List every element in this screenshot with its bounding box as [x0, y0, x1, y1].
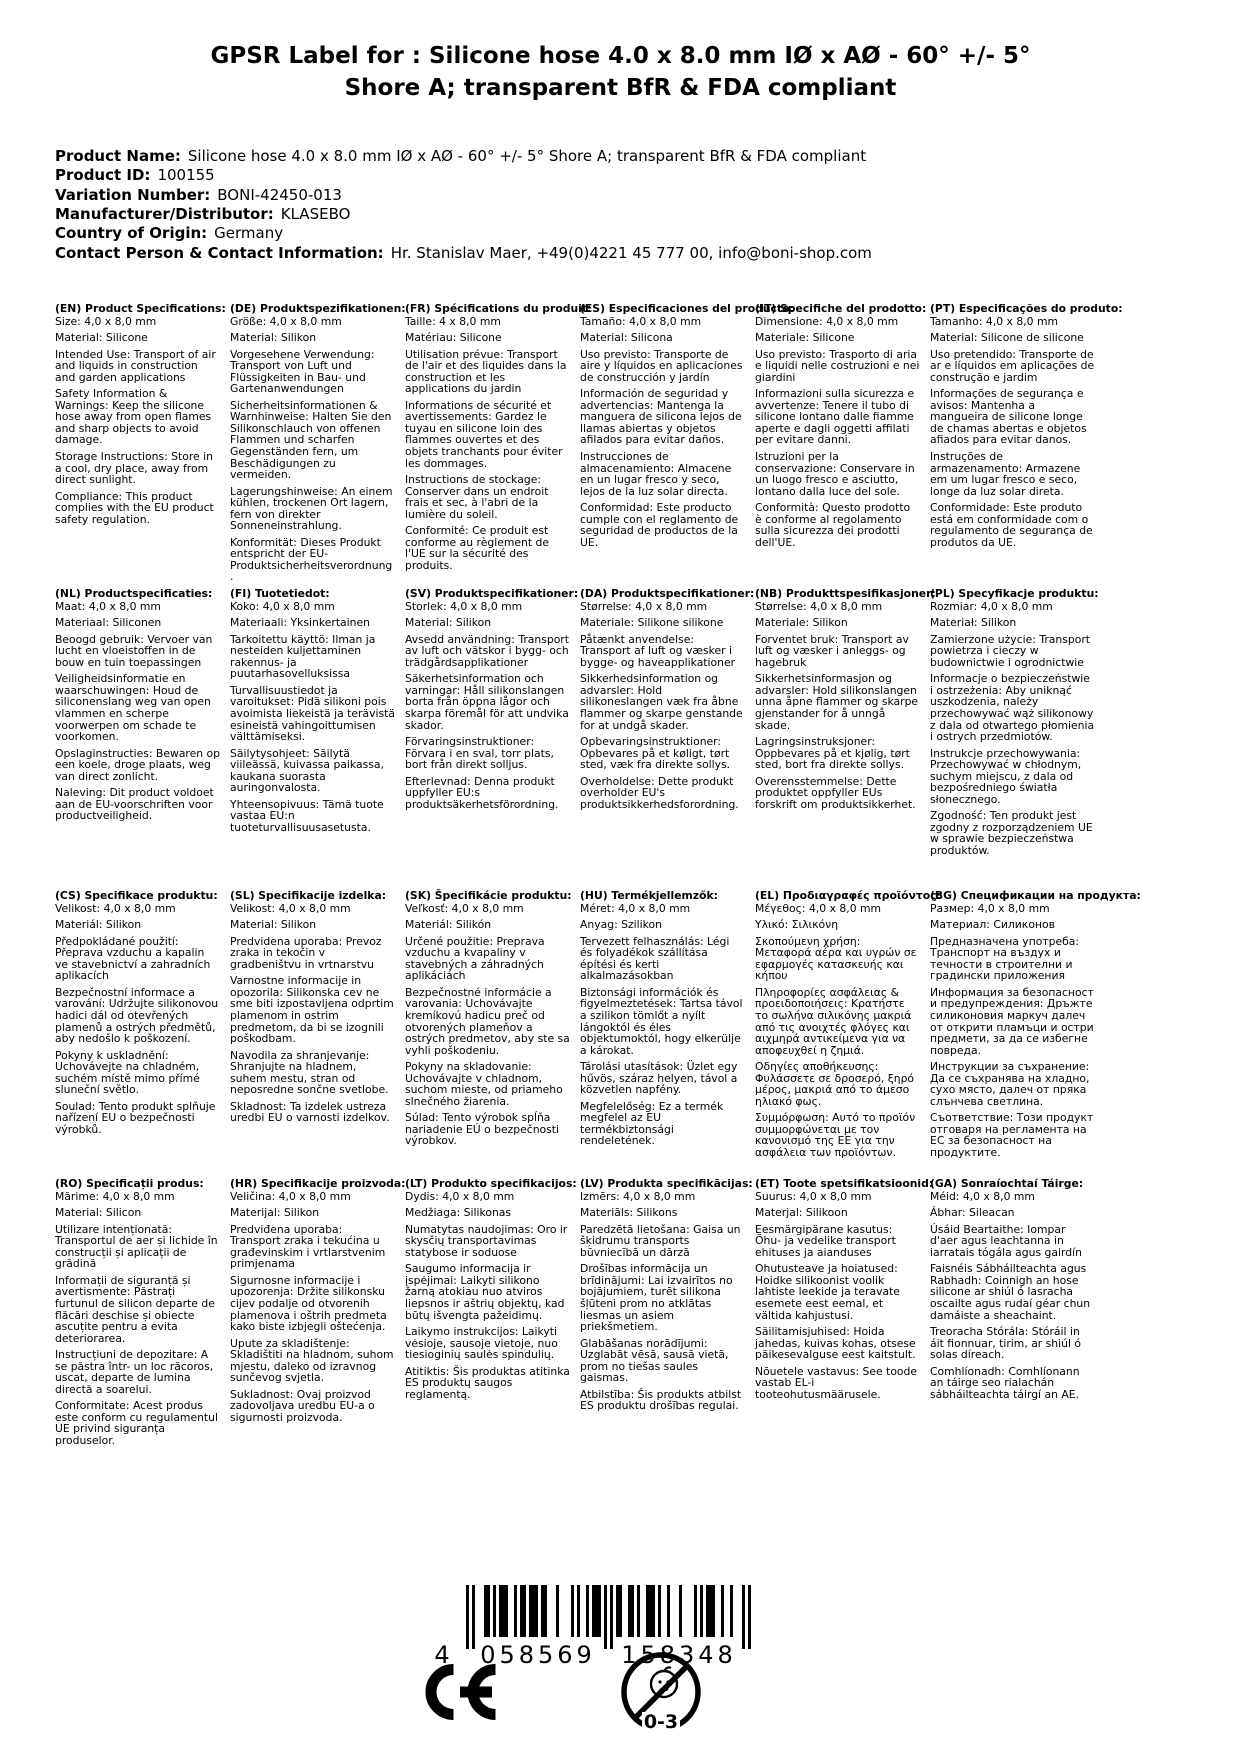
spec-paragraph: Súlad: Tento výrobok spĺňa nariadenie EÚ o bezpečnosti výrobkov. [405, 1111, 560, 1148]
spec-paragraph: Material: Silikon [405, 616, 492, 630]
product-field-value: Germany [214, 224, 284, 243]
spec-paragraph: Treoracha Stórála: Stóráil in áit fionnuar, tirim, ar shiúl ó solas díreach. [930, 1325, 1082, 1362]
spec-paragraph: Megfelelőség: Ez a termék megfelel az EU termékbiztonsági rendeletének. [580, 1099, 724, 1148]
spec-paragraph: Mărime: 4,0 x 8,0 mm [55, 1189, 175, 1203]
spec-paragraph: Tamaño: 4,0 x 8,0 mm [580, 314, 702, 328]
spec-paragraph: Varnostne informacije in opozorila: Silikonska cev ne sme biti izpostavljena odprtim plamenom in ostrim predmetom, da bi se izognili poškodbam. [230, 974, 394, 1046]
language-block-hu [580, 890, 745, 1178]
spec-paragraph: Påtænkt anvendelse: Transport af luft og væsker i bygge- og haveapplikationer [580, 632, 736, 669]
language-header: (RO) Specificații produs: [55, 1177, 204, 1191]
language-header: (GA) Sonraíochtaí Táirge: [930, 1177, 1084, 1191]
spec-paragraph: Izmērs: 4,0 x 8,0 mm [580, 1189, 696, 1203]
spec-paragraph: Material: Silikon [230, 918, 317, 932]
language-block-ro [55, 1178, 220, 1451]
language-header: (NB) Produkttspesifikasjoner: [755, 587, 936, 601]
spec-paragraph: Material: Silicone [55, 331, 148, 345]
spec-paragraph: Materijal: Silikon [230, 1206, 320, 1220]
spec-paragraph: Instruções de armazenamento: Armazene em um lugar fresco e seco, longe da luz solar direta. [930, 450, 1081, 498]
spec-paragraph: Saugumo informacija ir įspėjimai: Laikyti silikono žarną atokiau nuo atviros liepsnos ir aštrių objektų, kad būtų išvengta pažeidimų. [405, 1262, 565, 1322]
spec-paragraph: Ohutusteave ja hoiatused: Hoidke silikoonist voolik lahtiste leekide ja teravate esemete eest eemal, et vältida kahjustusi. [755, 1262, 900, 1322]
spec-paragraph: Инструкции за съхранение: Да се съхранява на хладно, сухо място, далеч от пряка слънчева светлина. [930, 1060, 1090, 1108]
spec-paragraph: Veľkosť: 4,0 x 8,0 mm [405, 901, 524, 915]
spec-paragraph: Materiaali: Yksinkertainen [230, 616, 370, 630]
spec-paragraph: Lagerungshinweise: An einem kühlen, trockenen Ort lagern, fern von direkter Sonneneinstrahlung. [230, 484, 393, 533]
product-field [55, 147, 872, 166]
product-field-value: Silicone hose 4.0 x 8.0 mm IØ x AØ - 60° +/- 5° Shore A; transparent BfR & FDA compliant [187, 147, 867, 165]
spec-paragraph: Conformidad: Este producto cumple con el reglamento de seguridad de productos de la UE. [580, 501, 739, 549]
spec-paragraph: Overensstemmelse: Dette produktet oppfyller EUs forskrift om produktsikkerhet. [755, 774, 916, 811]
spec-paragraph: Material: Silikon [230, 331, 317, 345]
spec-paragraph: Materiale: Silicone [755, 331, 855, 345]
language-header: (DA) Produktspecifikationer: [580, 587, 755, 601]
spec-paragraph: Información de seguridad y advertencias: Mantenga la manguera de silicona lejos de llamas abiertas y objetos afilados para evitar daños. [580, 387, 742, 447]
spec-paragraph: Faisnéis Sábháilteachta agus Rabhadh: Coinnigh an hose silicone ar shiúl ó lasracha oscailte agus rudaí géar chun damáiste a sheachaint. [930, 1262, 1091, 1322]
spec-paragraph: Glabāšanas norādījumi: Uzglabāt vēsā, sausā vietā, prom no tiešas saules gaismas. [580, 1336, 729, 1385]
spec-paragraph: Größe: 4,0 x 8,0 mm [230, 314, 342, 328]
spec-paragraph: Nõuetele vastavus: See toode vastab EL-i tooteohutusmäärusele. [755, 1364, 918, 1401]
language-block-nb [755, 587, 936, 890]
spec-paragraph: Förvaringsinstruktioner: Förvara i en sval, torr plats, bort från direkt solljus. [405, 735, 554, 772]
language-header: (ET) Toote spetsifikatsioonid: [755, 1177, 934, 1191]
language-header: (PT) Especificações do produto: [930, 302, 1123, 315]
product-field [55, 166, 872, 185]
spec-paragraph: Upute za skladištenje: Skladištiti na hladnom, suhom mjestu, daleko od izravnog sunčevog svjetla. [230, 1336, 394, 1385]
language-block-el [755, 889, 941, 1178]
spec-paragraph: Velikost: 4,0 x 8,0 mm [230, 901, 351, 915]
language-block-pt [930, 302, 1123, 588]
product-field-value: Hr. Stanislav Maer, +49(0)4221 45 777 00, info@boni-shop.com [390, 243, 872, 262]
spec-paragraph: Størrelse: 4,0 x 8,0 mm [580, 599, 708, 613]
language-block-en [55, 302, 226, 588]
product-info [55, 147, 872, 263]
language-header: (ES) Especificaciones del producto: [580, 302, 794, 315]
spec-paragraph: Skladnost: Ta izdelek ustreza uredbi EU o varnosti izdelkov. [230, 1099, 390, 1125]
spec-paragraph: Opbevaringsinstruktioner: Opbevares på et køligt, tørt sted, væk fra direkte sollys. [580, 735, 731, 772]
spec-paragraph: Storlek: 4,0 x 8,0 mm [405, 599, 523, 613]
spec-paragraph: Naleving: Dit product voldoet aan de EU-voorschriften voor productveiligheid. [55, 786, 214, 823]
barcode-group1-digits: 058569 [480, 1641, 596, 1667]
product-field-label: Product Name: [55, 147, 181, 165]
spec-paragraph: Informações de segurança e avisos: Mantenha a mangueira de silicone longe de chamas abertas e objetos afiados para evitar danos. [930, 387, 1087, 447]
spec-paragraph: Информация за безопасност и предупреждения: Дръжте силиконовия маркуч далеч от открити пламъци и остри предмети, за да се избегне повреда. [930, 985, 1094, 1057]
spec-paragraph: Informacje o bezpieczeństwie i ostrzeżenia: Aby uniknąć uszkodzenia, należy przechowywać wąż silikonowy z dala od otwartego płomienia i ostrych przedmiotów. [930, 672, 1095, 744]
spec-paragraph: Avsedd användning: Transport av luft och vätskor i bygg- och trädgårdsapplikationer [405, 632, 569, 669]
product-field-value: KLASEBO [280, 205, 351, 224]
barcode-prefix-digit: 4 [434, 1641, 450, 1667]
spec-paragraph: Overholdelse: Dette produkt overholder EU's produktsikkerhedsforordning. [580, 774, 739, 811]
product-field [55, 244, 872, 263]
spec-paragraph: Size: 4,0 x 8,0 mm [55, 314, 157, 328]
spec-paragraph: Pokyny na skladovanie: Uchovávajte v chladnom, suchom mieste, od priameho slnečného žiarenia. [405, 1060, 563, 1108]
spec-paragraph: Úsáid Beartaithe: Iompar d'aer agus leachtanna in iarratais tógála agus gairdín [930, 1222, 1082, 1259]
spec-paragraph: Material: Silicona [580, 331, 673, 345]
language-block-cs [55, 890, 220, 1178]
spec-paragraph: Soulad: Tento produkt splňuje nařízení EU o bezpečnosti výrobků. [55, 1099, 216, 1136]
spec-paragraph: Eesmärgipärane kasutus: Õhu- ja vedelike transport ehituses ja aianduses [755, 1222, 896, 1259]
language-header: (SV) Produktspecifikationer: [405, 587, 579, 601]
spec-paragraph: Storage Instructions: Store in a cool, dry place, away from direct sunlight. [55, 450, 213, 487]
spec-paragraph: Conformité: Ce produit est conforme au règlement de l'UE sur la sécurité des produits. [405, 524, 550, 572]
language-block-de [230, 302, 406, 588]
spec-paragraph: Konformität: Dieses Produkt entspricht der EU-Produktsicherheitsverordnung. [230, 535, 393, 584]
spec-paragraph: Maat: 4,0 x 8,0 mm [55, 599, 161, 613]
spec-paragraph: Veličina: 4,0 x 8,0 mm [230, 1189, 351, 1203]
spec-paragraph: Sigurnosne informacije i upozorenja: Držite silikonsku cijev podalje od otvorenih plamenova i oštrih predmeta kako biste izbjegli oštećenja. [230, 1273, 387, 1334]
spec-paragraph: Informazioni sulla sicurezza e avvertenze: Tenere il tubo di silicone lontano dalle fiamme aperte e dagli oggetti affilati per evitare danni. [755, 387, 915, 447]
spec-paragraph: Numatytas naudojimas: Oro ir skysčių transportavimas statybose ir soduose [405, 1222, 568, 1259]
spec-paragraph: Rozmiar: 4,0 x 8,0 mm [930, 599, 1053, 613]
spec-paragraph: Dydis: 4,0 x 8,0 mm [405, 1189, 515, 1203]
spec-paragraph: Størrelse: 4,0 x 8,0 mm [755, 599, 883, 613]
product-field [55, 186, 872, 205]
language-header: (FI) Tuotetiedot: [230, 587, 330, 601]
language-header: (IT) Specifiche del prodotto: [755, 302, 927, 315]
language-header: (HR) Specifikacije proizvoda: [230, 1177, 406, 1191]
spec-paragraph: Určené použitie: Preprava vzduchu a kvapaliny v stavebných a záhradných aplikáciách [405, 934, 545, 983]
product-fields [55, 147, 872, 263]
spec-paragraph: Informations de sécurité et avertissements: Gardez le tuyau en silicone loin des flammes ouvertes et des objets tranchants pour éviter les dommages. [405, 398, 563, 470]
language-block-hr [230, 1177, 406, 1451]
page-title [0, 40, 1241, 104]
spec-paragraph: Instructions de stockage: Conserver dans un endroit frais et sec, à l'abri de la lumière du soleil. [405, 473, 549, 521]
spec-paragraph: Uso previsto: Transporte de aire y líquidos en aplicaciones de construcción y jardín [580, 347, 743, 384]
spec-paragraph: Dimensione: 4,0 x 8,0 mm [755, 314, 899, 328]
language-block-pl [930, 587, 1099, 890]
language-block-sv [405, 587, 579, 890]
language-block-es [580, 302, 794, 588]
barcode-group2-digits: 158348 [621, 1641, 737, 1667]
spec-paragraph: Bezpečnostní informace a varování: Udržujte silikonovou hadici dál od otevřených plamenů a ostrých předmětů, aby nedošlo k poškození. [55, 985, 219, 1046]
spec-paragraph: Utilizare intenționată: Transportul de aer și lichide în construcții și aplicații de grădină [55, 1222, 218, 1271]
product-field-value: BONI-42450-013 [217, 185, 342, 204]
spec-paragraph: Suurus: 4,0 x 8,0 mm [755, 1189, 872, 1203]
language-header: (HU) Termékjellemzők: [580, 889, 718, 903]
spec-paragraph: Ábhar: Sileacan [930, 1206, 1015, 1220]
spec-paragraph: Instrukcje przechowywania: Przechowywać w chłodnym, suchym miejscu, z dala od bezpośredniego światła słonecznego. [930, 746, 1082, 806]
product-field-label: Country of Origin: [55, 224, 208, 243]
product-field [55, 224, 872, 243]
spec-paragraph: Sicherheitsinformationen & Warnhinweise: Halten Sie den Silikonschlauch von offenen Flammen und scharfen Gegenständen fern, um Beschädigungen zu vermeiden. [230, 398, 392, 482]
spec-paragraph: Uso previsto: Trasporto di aria e liquidi nelle costruzioni e nei giardini [755, 347, 920, 384]
spec-paragraph: Intended Use: Transport of air and liquids in construction and garden applications [55, 347, 216, 384]
spec-paragraph: Beoogd gebruik: Vervoer van lucht en vloeistoffen in de bouw en tuin toepassingen [55, 632, 213, 669]
spec-paragraph: Biztonsági információk és figyelmeztetések: Tartsa távol a szilikon tömlőt a nyílt lángoktól és éles objektumoktól, hogy elkerülje a károkat. [580, 985, 743, 1057]
language-header: (FR) Spécifications du produit: [405, 302, 592, 315]
spec-paragraph: Σκοπούμενη χρήση: Μεταφορά αέρα και υγρών σε εφαρμογές κατασκευής και κήπου [755, 934, 917, 983]
spec-paragraph: Compliance: This product complies with the EU product safety regulation. [55, 489, 214, 526]
spec-paragraph: Matériau: Silicone [405, 331, 502, 345]
language-block-fr [405, 302, 592, 588]
spec-paragraph: Predviđena uporaba: Transport zraka i tekućina u građevinskim i vrtlarstvenim primjenama [230, 1222, 386, 1271]
spec-paragraph: Materiał: Silikon [930, 616, 1017, 630]
spec-paragraph: Anyag: Szilikon [580, 918, 662, 932]
spec-paragraph: Conformitate: Acest produs este conform cu regulamentul UE privind siguranța produselor. [55, 1399, 219, 1447]
spec-paragraph: Taille: 4 x 8,0 mm [405, 314, 501, 328]
spec-paragraph: Informații de siguranță și avertismente: Păstrați furtunul de silicon departe de flăcări deschise și obiecte ascuțite pentru a evita deteriorarea. [55, 1273, 215, 1345]
spec-paragraph: Efterlevnad: Denna produkt uppfyller EU:s produktsäkerhetsförordning. [405, 774, 559, 811]
language-header: (DE) Produktspezifikationen: [230, 302, 406, 315]
spec-paragraph: Tárolási utasítások: Üzlet egy hűvös, száraz helyen, távol a közvetlen napfény. [580, 1060, 738, 1097]
product-field-label: Manufacturer/Distributor: [55, 205, 274, 224]
spec-paragraph: Yhteensopivuus: Tämä tuote vastaa EU:n tuoteturvallisuusasetusta. [230, 797, 384, 834]
spec-paragraph: Conformità: Questo prodotto è conforme al regolamento sulla sicurezza dei prodotti dell'UE. [755, 501, 911, 549]
product-field-label: Variation Number: [55, 185, 211, 204]
spec-paragraph: Méret: 4,0 x 8,0 mm [580, 901, 691, 915]
spec-paragraph: Předpokládané použití: Přeprava vzduchu a kapalin ve stavebnictví a zahradních aplikacích [55, 934, 211, 983]
spec-paragraph: Drošības informācija un brīdinājumi: Lai izvairītos no bojājumiem, turēt silikona šļūteni prom no atklātas liesmas un asiem priekšmetiem. [580, 1262, 733, 1334]
spec-paragraph: Bezpečnostné informácie a varovania: Uchovávajte kremíkovú hadicu preč od otvorených plameňov a ostrých predmetov, aby ste sa vyhli poškodeniu. [405, 985, 570, 1057]
product-field-label: Product ID: [55, 166, 151, 185]
spec-paragraph: Atbilstība: Šis produkts atbilst ES produktu drošības regulai. [580, 1387, 742, 1413]
spec-paragraph: Opslaginstructies: Bewaren op een koele, droge plaats, weg van direct zonlicht. [55, 746, 221, 783]
spec-paragraph: Veiligheidsinformatie en waarschuwingen: Houd de siliconenslang weg van open vlammen en scherpe voorwerpen om schade te voorkomen. [55, 672, 211, 744]
language-block-lv [580, 1177, 753, 1451]
spec-paragraph: Säilytysohjeet: Säilytä viileässä, kuivassa paikassa, kaukana suorasta auringonvalosta. [230, 746, 384, 795]
language-grid [55, 302, 1141, 1452]
language-block-sl [230, 890, 395, 1178]
language-block-ga [930, 1178, 1095, 1451]
language-block-lt [405, 1177, 577, 1451]
language-header: (EL) Προδιαγραφές προϊόντος: [755, 889, 941, 903]
spec-paragraph: Istruzioni per la conservazione: Conservare in un luogo fresco e asciutto, lontano dalla luce del sole. [755, 450, 915, 498]
spec-paragraph: Συμμόρφωση: Αυτό το προϊόν συμμορφώνεται με τον κανονισμό της ΕΕ για την ασφάλεια των προϊόντων. [755, 1111, 916, 1159]
spec-paragraph: Safety Information & Warnings: Keep the silicone hose away from open flames and sharp objects to avoid damage. [55, 387, 212, 447]
language-header: (LV) Produkta specifikācijas: [580, 1177, 753, 1191]
spec-paragraph: Sikkerhedsinformation og advarsler: Hold silikoneslangen væk fra åbne flammer og skarpe genstande for at undgå skader. [580, 672, 743, 732]
language-header: (PL) Specyfikacje produktu: [930, 587, 1099, 601]
language-header: (NL) Productspecificaties: [55, 587, 213, 601]
spec-paragraph: Paredzētā lietošana: Gaisa un šķidrumu transports būvniecībā un dārzā [580, 1222, 741, 1259]
barcode-svg [430, 1585, 760, 1667]
spec-paragraph: Pokyny k uskladnění: Uchovávejte na chladném, suchém místě mimo přímé sluneční světlo. [55, 1048, 200, 1097]
spec-paragraph: Velikost: 4,0 x 8,0 mm [55, 901, 176, 915]
barcode-bars [466, 1585, 751, 1649]
spec-paragraph: Predvidena uporaba: Prevoz zraka in tekočin v gradbeništvu in vrtnarstvu [230, 934, 382, 971]
spec-paragraph: Съответствие: Този продукт отговаря на регламента на ЕС за безопасност на продуктите. [930, 1111, 1094, 1159]
spec-paragraph: Turvallisuustiedot ja varoitukset: Pidä silikoni pois avoimista liekeistä ja terävistä esineistä vahingoittumisen välttämiseksi. [230, 683, 395, 744]
spec-paragraph: Materiale: Silikone silikone [580, 616, 724, 630]
spec-paragraph: Zgodność: Ten produkt jest zgodny z rozporządzeniem UE w sprawie bezpieczeństwa produktów. [930, 809, 1093, 857]
page-title-line1: GPSR Label for : Silicone hose 4.0 x 8.0 mm IØ x AØ - 60° +/- 5° [210, 43, 1031, 69]
spec-paragraph: Οδηγίες αποθήκευσης: Φυλάσσετε σε δροσερό, ξηρό μέρος, μακριά από το άμεσο ηλιακό φως. [755, 1060, 915, 1108]
spec-paragraph: Säkerhetsinformation och varningar: Håll silikonslangen borta från öppna lågor och skarpa föremål för att undvika skador. [405, 672, 569, 732]
spec-paragraph: Navodila za shranjevanje: Shranjujte na hladnem, suhem mestu, stran od neposredne sončne svetlobe. [230, 1048, 389, 1097]
ce-mark-icon [412, 1662, 504, 1726]
spec-paragraph: Materjal: Silikoon [755, 1206, 848, 1220]
spec-paragraph: Forventet bruk: Transport av luft og væsker i anleggs- og hagebruk [755, 632, 909, 669]
product-field [55, 205, 872, 224]
language-block-et [755, 1177, 934, 1451]
spec-paragraph: Säilitamisjuhised: Hoida jahedas, kuivas kohas, otsese päikesevalguse eest kaitstult. [755, 1325, 916, 1362]
age-warning-label: 0-3 [643, 1711, 679, 1733]
spec-paragraph: Atitiktis: Šis produktas atitinka ES produktų saugos reglamentą. [405, 1364, 570, 1401]
language-block-it [755, 302, 927, 588]
spec-paragraph: Tervezett felhasználás: Légi és folyadékok szállítása építési és kerti alkalmazásokban [580, 934, 730, 983]
spec-paragraph: Материал: Силиконов [930, 918, 1055, 932]
spec-paragraph: Koko: 4,0 x 8,0 mm [230, 599, 335, 613]
spec-paragraph: Materiál: Silikón [405, 918, 492, 932]
age-warning-icon [615, 1648, 707, 1744]
spec-paragraph: Sukladnost: Ovaj proizvod zadovoljava uredbu EU-a o sigurnosti proizvoda. [230, 1387, 375, 1424]
spec-paragraph: Laikymo instrukcijos: Laikyti vėsioje, sausoje vietoje, nuo tiesioginių saulės spindulių. [405, 1325, 558, 1362]
product-field-value: 100155 [157, 166, 215, 185]
language-block-sk [405, 890, 570, 1178]
spec-paragraph: Materiāls: Silikons [580, 1206, 678, 1220]
language-block-fi [230, 588, 395, 890]
language-header: (LT) Produkto specifikacijos: [405, 1177, 577, 1191]
spec-paragraph: Material: Silicon [55, 1206, 142, 1220]
spec-paragraph: Tamanho: 4,0 x 8,0 mm [930, 314, 1058, 328]
spec-paragraph: Materiale: Silikon [755, 616, 848, 630]
language-block-bg [930, 889, 1141, 1178]
spec-paragraph: Предназначена употреба: Транспорт на въздух и течности в строителни и градински приложения [930, 934, 1080, 983]
spec-paragraph: Sikkerhetsinformasjon og advarsler: Hold silikonslangen unna åpne flammer og skarpe gjenstander for å unngå skade. [755, 672, 919, 732]
ean-barcode [430, 1585, 760, 1671]
spec-paragraph: Méid: 4,0 x 8,0 mm [930, 1189, 1035, 1203]
spec-paragraph: Μέγεθος: 4,0 x 8,0 mm [755, 901, 882, 915]
spec-paragraph: Material: Silicone de silicone [930, 331, 1084, 345]
spec-paragraph: Tarkoitettu käyttö: Ilman ja nesteiden kuljettaminen rakennus- ja puutarhasovelluksissa [230, 632, 376, 681]
spec-paragraph: Medžiaga: Silikonas [405, 1206, 512, 1220]
language-header: (SK) Špecifikácie produktu: [405, 889, 572, 903]
spec-paragraph: Instrucțiuni de depozitare: A se păstra într- un loc răcoros, uscat, departe de lumina directă a soarelui. [55, 1348, 214, 1396]
spec-paragraph: Πληροφορίες ασφάλειας & προειδοποιήσεις: Κρατήστε το σωλήνα σιλικόνης μακριά από τις ανοιχτές φλόγες και αιχμηρά αντικείμενα για να αποφευχθεί η ζημιά. [755, 985, 912, 1057]
spec-paragraph: Υλικό: Σιλικόνη [755, 918, 839, 932]
language-block-nl [55, 588, 220, 890]
spec-paragraph: Materiaal: Siliconen [55, 616, 162, 630]
page-title-line2: Shore A; transparent BfR & FDA compliant [344, 75, 897, 102]
spec-paragraph: Utilisation prévue: Transport de l'air et des liquides dans la construction et les applications du jardin [405, 347, 567, 396]
language-block-da [580, 587, 755, 890]
product-field-label: Contact Person & Contact Information: [55, 243, 384, 262]
spec-paragraph: Materiál: Silikon [55, 918, 142, 932]
language-header: (SL) Specifikacije izdelka: [230, 889, 387, 903]
spec-paragraph: Lagringsinstruksjoner: Oppbevares på et kjølig, tørt sted, bort fra direkte sollys. [755, 735, 910, 772]
language-header: (CS) Specifikace produktu: [55, 889, 218, 903]
language-header: (BG) Спецификации на продукта: [930, 889, 1141, 903]
spec-paragraph: Zamierzone użycie: Transport powietrza i cieczy w budownictwie i ogrodnictwie [930, 632, 1091, 669]
spec-paragraph: Vorgesehene Verwendung: Transport von Luft und Flüssigkeiten in Bau- und Gartenanwendungen [230, 347, 375, 396]
spec-paragraph: Instrucciones de almacenamiento: Almacene en un lugar fresco y seco, lejos de la luz solar directa. [580, 450, 732, 498]
spec-paragraph: Comhlíonadh: Comhlíonann an táirge seo rialachán sábháilteachta táirgí an AE. [930, 1364, 1080, 1401]
language-header: (EN) Product Specifications: [55, 302, 226, 315]
spec-paragraph: Conformidade: Este produto está em conformidade com o regulamento de segurança de produtos da UE. [930, 501, 1093, 549]
spec-paragraph: Uso pretendido: Transporte de ar e líquidos em aplicações de construção e jardim [930, 347, 1095, 384]
spec-paragraph: Размер: 4,0 x 8,0 mm [930, 901, 1050, 915]
